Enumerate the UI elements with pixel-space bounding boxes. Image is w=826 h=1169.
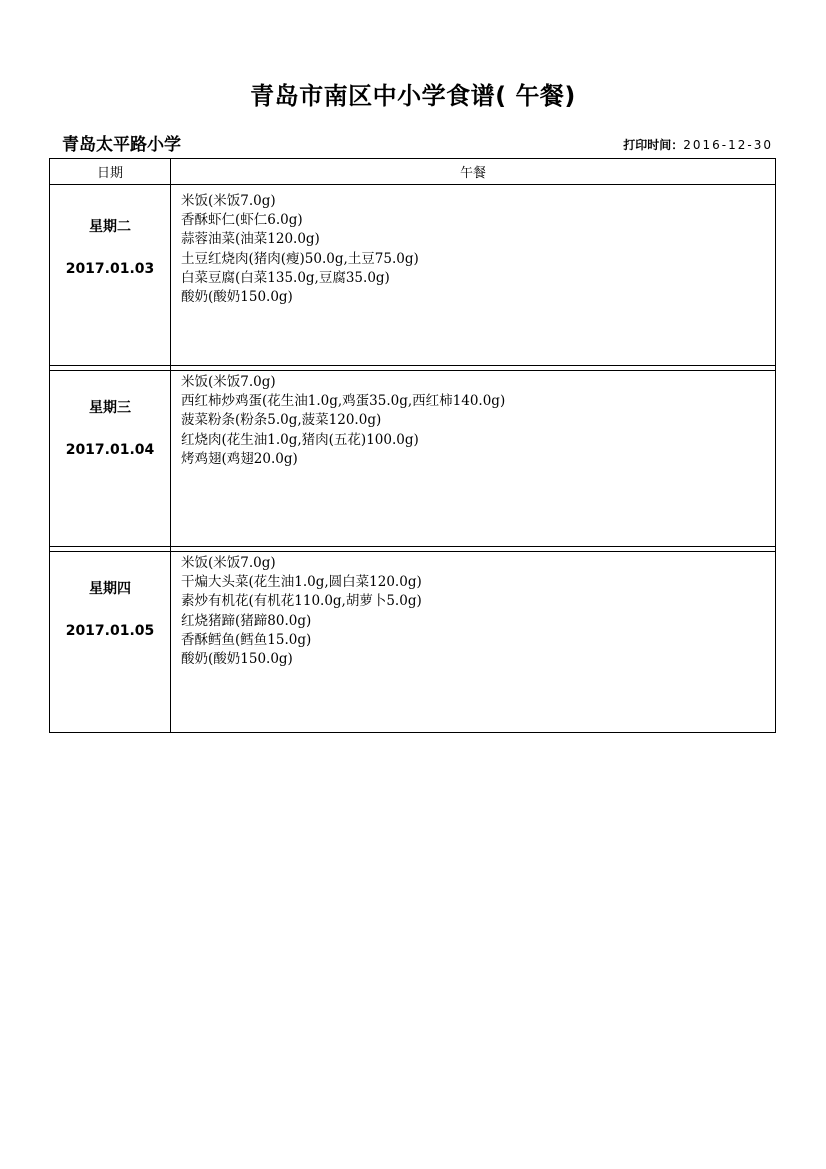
weekday: 星期三 bbox=[89, 400, 131, 416]
print-time-value: 2016-12-30 bbox=[683, 138, 773, 152]
day-block bbox=[49, 546, 776, 733]
print-time bbox=[623, 136, 773, 153]
table-row bbox=[50, 366, 776, 552]
header-date: 日期 bbox=[50, 159, 171, 185]
dish-item: 米饭(米饭7.0g) bbox=[181, 193, 276, 209]
dish-item: 蒜蓉油菜(油菜120.0g) bbox=[181, 231, 320, 248]
date: 2017.01.05 bbox=[65, 623, 155, 639]
date: 2017.01.03 bbox=[65, 261, 155, 277]
date-cell bbox=[50, 185, 171, 371]
dish-list bbox=[171, 547, 776, 733]
weekday: 星期四 bbox=[89, 581, 131, 597]
dish-item: 干煸大头菜(花生油1.0g,圆白菜120.0g) bbox=[181, 574, 422, 591]
dish-item: 西红柿炒鸡蛋(花生油1.0g,鸡蛋35.0g,西红柿140.0g) bbox=[181, 393, 506, 410]
dish-item: 白菜豆腐(白菜135.0g,豆腐35.0g) bbox=[181, 269, 390, 286]
dish-item: 酸奶(酸奶150.0g) bbox=[181, 289, 293, 306]
dish-item: 香酥虾仁(虾仁6.0g) bbox=[181, 212, 303, 229]
dish-item: 米饭(米饭7.0g) bbox=[181, 555, 276, 571]
day-block bbox=[49, 184, 776, 371]
dish-item: 红烧猪蹄(猪蹄80.0g) bbox=[181, 612, 312, 629]
print-time-label: 打印时间： bbox=[623, 138, 684, 152]
dish-item: 菠菜粉条(粉条5.0g,菠菜120.0g) bbox=[181, 412, 382, 429]
dish-item: 米饭(米饭7.0g) bbox=[181, 374, 276, 390]
table-row bbox=[50, 547, 776, 733]
menu-table-header bbox=[49, 158, 776, 185]
dish-item: 素炒有机花(有机花110.0g,胡萝卜5.0g) bbox=[181, 593, 422, 610]
header-lunch: 午餐 bbox=[171, 159, 776, 185]
date-cell bbox=[50, 366, 171, 552]
day-block bbox=[49, 365, 776, 552]
table-row bbox=[50, 185, 776, 371]
dish-item: 红烧肉(花生油1.0g,猪肉(五花)100.0g) bbox=[181, 431, 419, 448]
dish-list bbox=[171, 185, 776, 371]
date-cell bbox=[50, 547, 171, 733]
dish-list bbox=[171, 366, 776, 552]
dish-item: 烤鸡翅(鸡翅20.0g) bbox=[181, 450, 298, 467]
weekday: 星期二 bbox=[89, 219, 131, 235]
dish-item: 土豆红烧肉(猪肉(瘦)50.0g,土豆75.0g) bbox=[181, 250, 419, 267]
school-name: 青岛太平路小学 bbox=[62, 135, 181, 155]
dish-item: 香酥鳕鱼(鳕鱼15.0g) bbox=[181, 631, 312, 648]
dish-item: 酸奶(酸奶150.0g) bbox=[181, 651, 293, 668]
page-title: 青岛市南区中小学食谱( 午餐) bbox=[250, 82, 576, 110]
date: 2017.01.04 bbox=[65, 442, 155, 458]
